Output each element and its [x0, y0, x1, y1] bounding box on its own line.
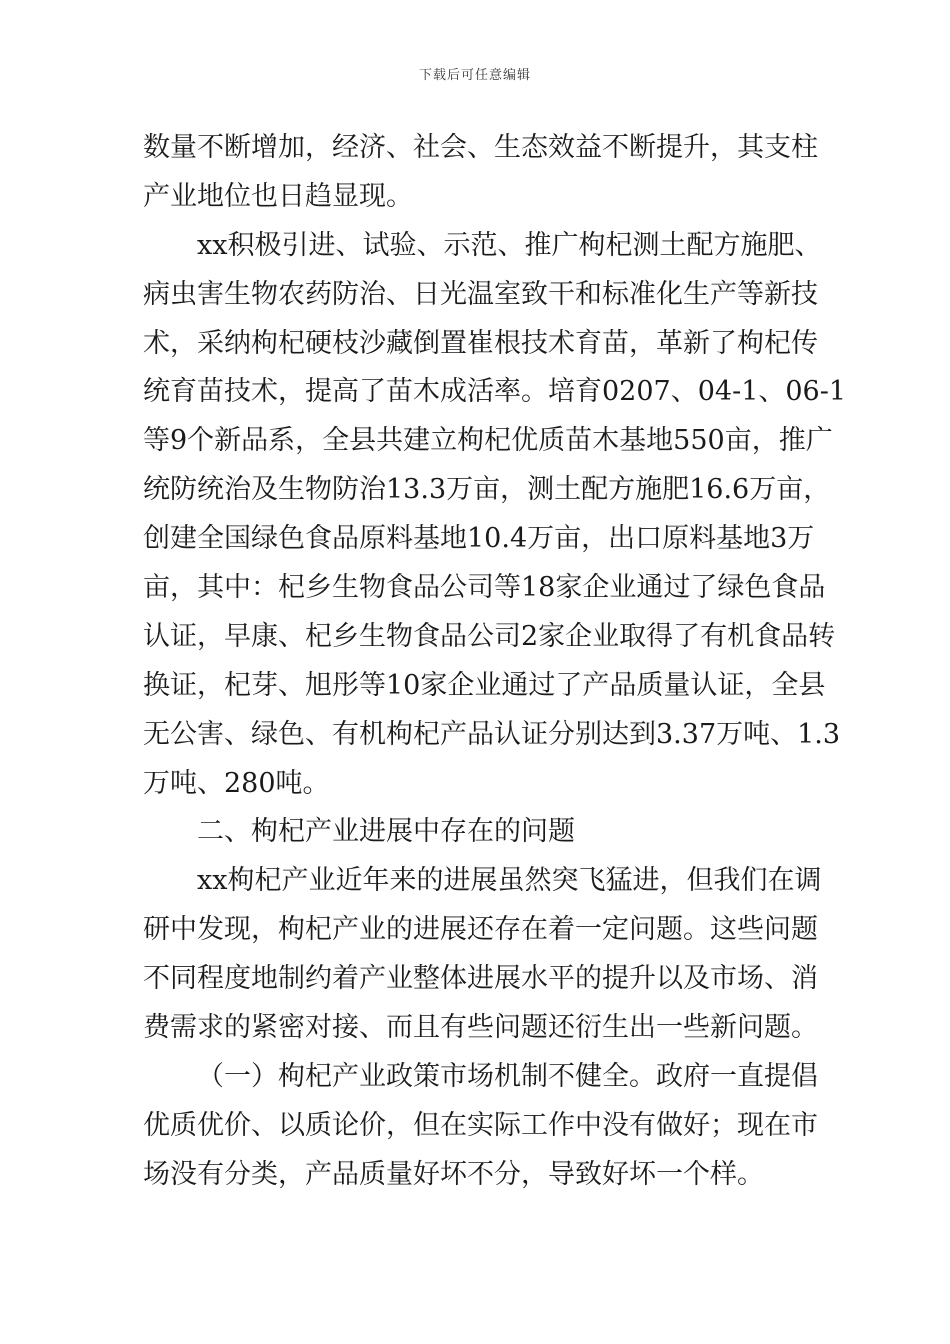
paragraph-line: 产业地位也日趋显现。 [143, 180, 413, 212]
section-heading: 二、枸杞产业进展中存在的问题 [197, 816, 575, 848]
paragraph-line: 亩，其中：杞乡生物食品公司等18家企业通过了绿色食品 [143, 572, 826, 604]
paragraph-line: 场没有分类，产品质量好坏不分，导致好坏一个样。 [143, 1158, 764, 1190]
page-header: 下载后可任意编辑 [418, 68, 531, 83]
paragraph-line: 数量不断增加，经济、社会、生态效益不断提升，其支柱 [143, 132, 818, 163]
paragraph-line: 万吨、280吨。 [143, 767, 330, 799]
paragraph-line: 认证，早康、杞乡生物食品公司2家企业取得了有机食品转 [143, 620, 836, 652]
paragraph-line: 统防统治及生物防治13.3万亩，测土配方施肥16.6万亩， [143, 474, 831, 506]
subsection-line: （一）枸杞产业政策市场机制不健全。政府一直提倡 [197, 1060, 818, 1092]
paragraph-line: 创建全国绿色食品原料基地10.4万亩，出口原料基地3万 [143, 523, 815, 555]
paragraph-line: 术，采纳枸杞硬枝沙藏倒置崔根技术育苗，革新了枸杞传 [143, 327, 818, 359]
paragraph-line: 统育苗技术，提高了苗木成活率。培育0207、04-1、06-1 [143, 376, 847, 408]
paragraph-line: 优质优价、以质论价，但在实际工作中没有做好；现在市 [143, 1109, 818, 1141]
paragraph-line: xx枸杞产业近年来的进展虽然突飞猛进，但我们在调 [197, 865, 822, 897]
paragraph-line: 研中发现，枸杞产业的进展还存在着一定问题。这些问题 [143, 914, 818, 946]
document-body [143, 124, 847, 1200]
paragraph-line: 不同程度地制约着产业整体进展水平的提升以及市场、消 [143, 963, 818, 995]
paragraph-line: 费需求的紧密对接、而且有些问题还衍生出一些新问题。 [143, 1012, 818, 1044]
paragraph-line: 无公害、绿色、有机枸杞产品认证分别达到3.37万吨、1.3 [143, 718, 841, 750]
paragraph-line: xx积极引进、试验、示范、推广枸杞测土配方施肥、 [197, 229, 822, 261]
paragraph-line: 病虫害生物农药防治、日光温室致干和标准化生产等新技 [143, 278, 818, 310]
paragraph-line: 等9个新品系，全县共建立枸杞优质苗木基地550亩，推广 [143, 425, 833, 457]
paragraph-line: 换证，杞芽、旭彤等10家企业通过了产品质量认证，全县 [143, 669, 826, 701]
